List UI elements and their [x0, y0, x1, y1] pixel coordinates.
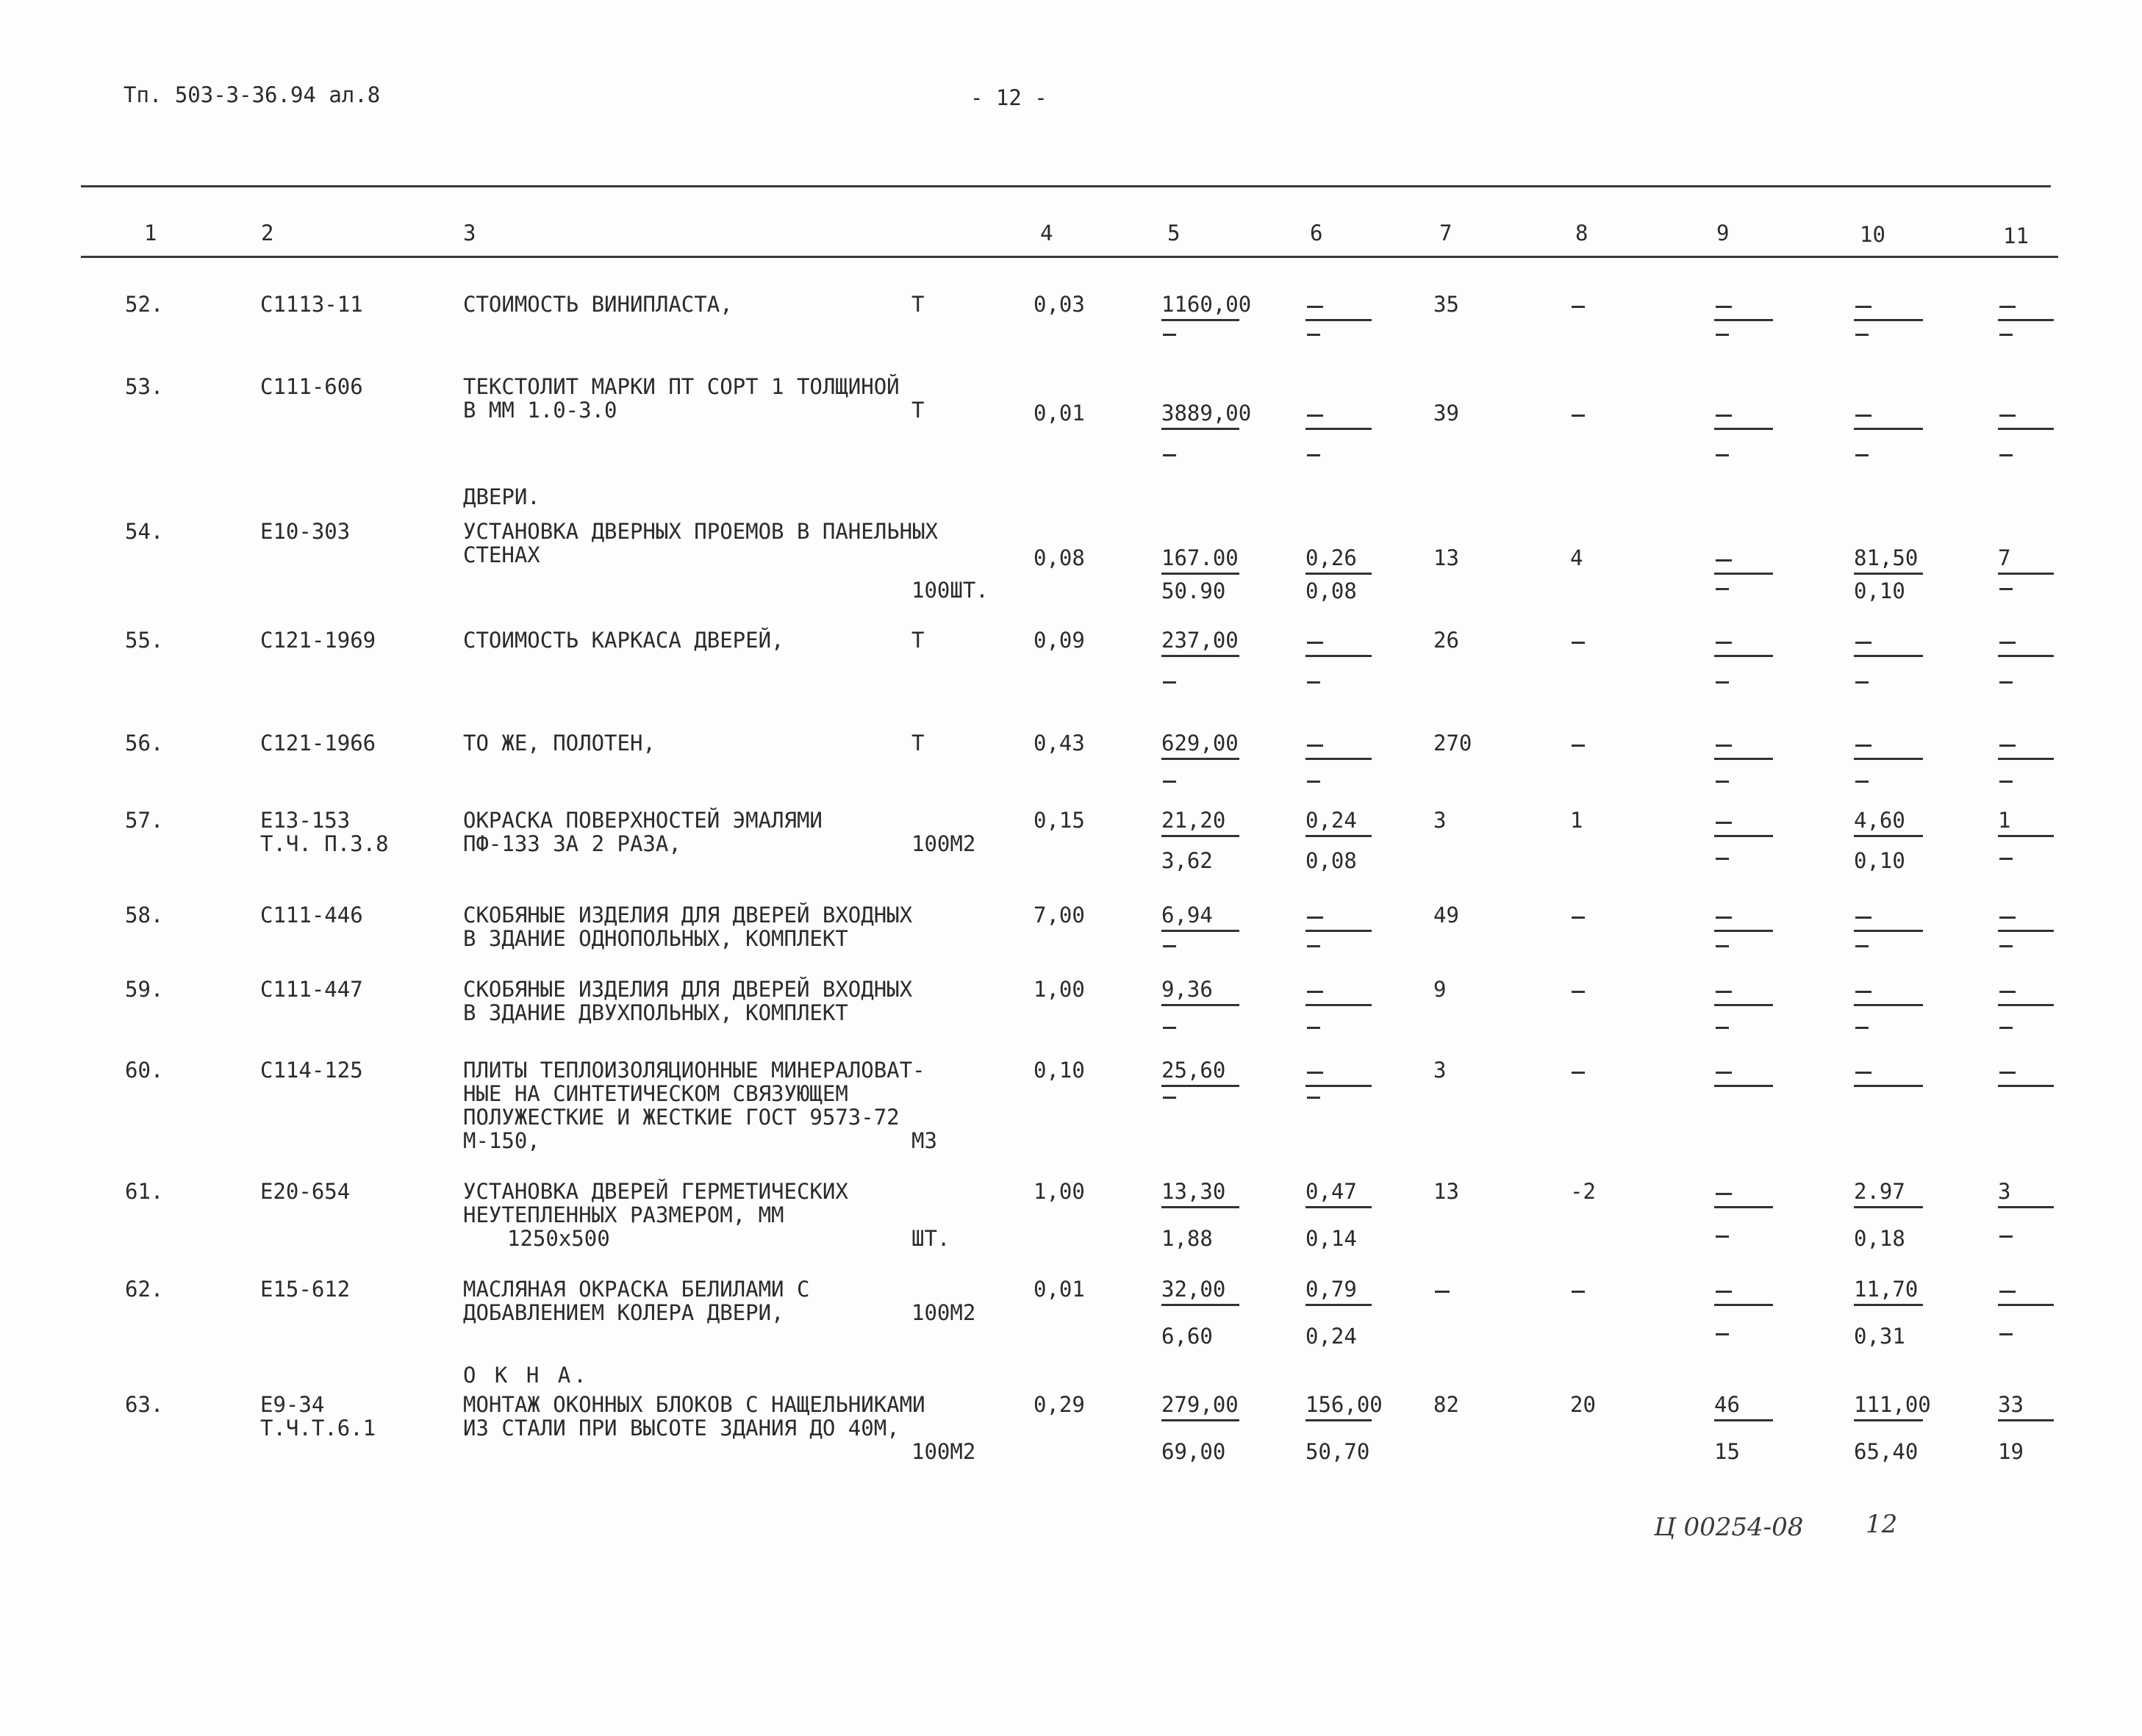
dash-mark — [1855, 991, 1871, 993]
dash-mark — [1999, 1235, 2013, 1238]
dash-mark — [1307, 415, 1323, 417]
dash-mark — [1855, 334, 1869, 336]
row-number: 59. — [125, 977, 164, 1002]
dash-mark — [1716, 1027, 1729, 1029]
dash-mark — [1999, 858, 2013, 860]
row-number: 60. — [125, 1058, 164, 1083]
fraction-bar — [1714, 1085, 1773, 1087]
fraction-bar — [1161, 573, 1239, 575]
fraction-bar — [1854, 1206, 1923, 1208]
dash-mark — [1999, 681, 2013, 684]
fraction-bar — [1854, 319, 1923, 321]
column-header: 8 — [1575, 220, 1588, 245]
dash-mark — [1716, 334, 1729, 336]
dash-mark — [1999, 945, 2013, 947]
dash-mark — [1716, 559, 1732, 562]
cell-value: 167.00 — [1161, 545, 1239, 570]
dash-mark — [1999, 588, 2013, 590]
dash-mark — [1999, 1027, 2013, 1029]
cell-value: 39 — [1433, 401, 1459, 426]
work-description: ИЗ СТАЛИ ПРИ ВЫСОТЕ ЗДАНИЯ ДО 40М, — [463, 1416, 900, 1441]
fraction-bar — [1854, 428, 1923, 430]
cell-value: 270 — [1433, 731, 1472, 756]
cell-value: 65,40 — [1854, 1439, 1919, 1464]
cell-value: 7 — [1998, 545, 2011, 570]
fraction-bar — [1305, 428, 1372, 430]
cell-value: 2.97 — [1854, 1179, 1905, 1204]
dash-mark — [1855, 1027, 1869, 1029]
dash-mark — [1307, 1097, 1320, 1099]
price-code: Т.Ч.Т.6.1 — [260, 1416, 376, 1441]
dash-mark — [1999, 306, 2016, 308]
work-description: УСТАНОВКА ДВЕРЕЙ ГЕРМЕТИЧЕСКИХ — [463, 1179, 848, 1204]
dash-mark — [1999, 745, 2016, 747]
price-code: Е15-612 — [260, 1277, 351, 1302]
dash-mark — [1307, 1027, 1320, 1029]
column-header: 6 — [1310, 220, 1323, 245]
dash-mark — [1716, 822, 1732, 824]
dash-mark — [1999, 1291, 2016, 1293]
dash-mark — [1716, 306, 1732, 308]
fraction-bar — [1714, 930, 1773, 932]
cell-value: 6,60 — [1161, 1324, 1213, 1349]
dash-mark — [1999, 415, 2016, 417]
fraction-bar — [1854, 1304, 1923, 1306]
fraction-bar — [1161, 1419, 1239, 1421]
cell-value: 3889,00 — [1161, 401, 1252, 426]
fraction-bar — [1161, 835, 1239, 837]
cell-value: 33 — [1998, 1392, 2024, 1417]
cell-value: 32,00 — [1161, 1277, 1226, 1302]
work-description: СТЕНАХ — [463, 542, 540, 567]
dash-mark — [1307, 945, 1320, 947]
cell-value: 4 — [1570, 545, 1583, 570]
column-header: 11 — [2003, 223, 2029, 248]
dash-mark — [1999, 454, 2013, 456]
cell-value: 19 — [1998, 1439, 2024, 1464]
dash-mark — [1999, 991, 2016, 993]
dash-mark — [1716, 1235, 1729, 1238]
price-code: Т.Ч. П.3.8 — [260, 831, 389, 856]
cell-value: 0,31 — [1854, 1324, 1905, 1349]
dash-mark — [1307, 991, 1323, 993]
cell-value: 0,18 — [1854, 1226, 1905, 1251]
cell-value: 11,70 — [1854, 1277, 1919, 1302]
dash-mark — [1572, 306, 1585, 308]
cell-value: 3,62 — [1161, 848, 1213, 873]
fraction-bar — [1305, 655, 1372, 657]
cell-value: 15 — [1714, 1439, 1740, 1464]
dash-mark — [1163, 454, 1176, 456]
work-description: 1250х500 — [507, 1226, 610, 1251]
unit-of-measure: 100М2 — [911, 1300, 976, 1325]
dash-mark — [1307, 306, 1323, 308]
fraction-bar — [1854, 573, 1923, 575]
dash-mark — [1855, 781, 1869, 783]
fraction-bar — [1714, 655, 1773, 657]
price-code: Е13-153 — [260, 808, 351, 833]
dash-mark — [1163, 334, 1176, 336]
price-code: С121-1969 — [260, 628, 376, 653]
cell-value: 25,60 — [1161, 1058, 1226, 1083]
column-header: 7 — [1439, 220, 1453, 245]
quantity-value: 0,10 — [1034, 1058, 1085, 1083]
work-description: СТОИМОСТЬ ВИНИПЛАСТА, — [463, 292, 733, 317]
work-description: НЫЕ НА СИНТЕТИЧЕСКОМ СВЯЗУЮЩЕМ — [463, 1081, 848, 1106]
cell-value: 0,26 — [1305, 545, 1357, 570]
row-number: 57. — [125, 808, 164, 833]
fraction-bar — [1161, 930, 1239, 932]
cell-value: 3 — [1433, 808, 1447, 833]
work-description: ДОБАВЛЕНИЕМ КОЛЕРА ДВЕРИ, — [463, 1300, 784, 1325]
dash-mark — [1572, 917, 1585, 919]
cell-value: 13 — [1433, 545, 1459, 570]
dash-mark — [1999, 334, 2013, 336]
dash-mark — [1716, 588, 1729, 590]
dash-mark — [1999, 917, 2016, 919]
dash-mark — [1855, 642, 1871, 644]
work-description: МАСЛЯНАЯ ОКРАСКА БЕЛИЛАМИ С — [463, 1277, 810, 1302]
cell-value: 26 — [1433, 628, 1459, 653]
unit-of-measure: ШТ. — [911, 1226, 950, 1251]
fraction-bar — [1305, 1004, 1372, 1006]
row-number: 55. — [125, 628, 164, 653]
price-code: С111-446 — [260, 903, 363, 928]
price-code: С121-1966 — [260, 731, 376, 756]
price-code: С114-125 — [260, 1058, 363, 1083]
unit-of-measure: 100ШТ. — [911, 578, 989, 603]
cell-value: 0,08 — [1305, 578, 1357, 603]
section-heading-doors: ДВЕРИ. — [463, 484, 540, 509]
quantity-value: 1,00 — [1034, 1179, 1085, 1204]
dash-mark — [1716, 1333, 1729, 1335]
cell-value: 3 — [1433, 1058, 1447, 1083]
dash-mark — [1855, 1072, 1871, 1074]
cell-value: 35 — [1433, 292, 1459, 317]
cell-value: 0,24 — [1305, 1324, 1357, 1349]
quantity-value: 0,01 — [1034, 401, 1085, 426]
dash-mark — [1163, 945, 1176, 947]
dash-mark — [1855, 745, 1871, 747]
fraction-bar — [1161, 1004, 1239, 1006]
cell-value: 81,50 — [1854, 545, 1919, 570]
price-code: С111-447 — [260, 977, 363, 1002]
fraction-bar — [1854, 1085, 1923, 1087]
cell-value: 1160,00 — [1161, 292, 1252, 317]
work-description: ОКРАСКА ПОВЕРХНОСТЕЙ ЭМАЛЯМИ — [463, 808, 823, 833]
dash-mark — [1307, 917, 1323, 919]
cell-value: 0,79 — [1305, 1277, 1357, 1302]
quantity-value: 0,43 — [1034, 731, 1085, 756]
dash-mark — [1716, 945, 1729, 947]
dash-mark — [1435, 1291, 1450, 1293]
cell-value: 237,00 — [1161, 628, 1239, 653]
quantity-value: 0,09 — [1034, 628, 1085, 653]
dash-mark — [1163, 781, 1176, 783]
dash-mark — [1716, 454, 1729, 456]
cell-value: 13 — [1433, 1179, 1459, 1204]
cell-value: 9,36 — [1161, 977, 1213, 1002]
unit-of-measure: 100М2 — [911, 831, 976, 856]
fraction-bar — [1161, 1085, 1239, 1087]
cell-value: 156,00 — [1305, 1392, 1383, 1417]
cell-value: 50.90 — [1161, 578, 1226, 603]
quantity-value: 0,03 — [1034, 292, 1085, 317]
price-code: С111-606 — [260, 374, 363, 399]
quantity-value: 0,15 — [1034, 808, 1085, 833]
fraction-bar — [1714, 319, 1773, 321]
fraction-bar — [1854, 1004, 1923, 1006]
dash-mark — [1716, 415, 1732, 417]
dash-mark — [1855, 454, 1869, 456]
dash-mark — [1307, 1072, 1323, 1074]
cell-value: 50,70 — [1305, 1439, 1370, 1464]
fraction-bar — [1714, 1419, 1773, 1421]
fraction-bar — [1305, 1419, 1372, 1421]
fraction-bar — [1998, 655, 2054, 657]
dash-mark — [1572, 1072, 1585, 1074]
fraction-bar — [1305, 1206, 1372, 1208]
fraction-bar — [1998, 835, 2054, 837]
row-number: 62. — [125, 1277, 164, 1302]
fraction-bar — [1854, 835, 1923, 837]
dash-mark — [1572, 745, 1585, 747]
cell-value: 0,47 — [1305, 1179, 1357, 1204]
dash-mark — [1716, 858, 1729, 860]
dash-mark — [1716, 1072, 1732, 1074]
fraction-bar — [1305, 319, 1372, 321]
fraction-bar — [1998, 930, 2054, 932]
fraction-bar — [1998, 1085, 2054, 1087]
dash-mark — [1307, 781, 1320, 783]
quantity-value: 7,00 — [1034, 903, 1085, 928]
handwritten-page-number: 12 — [1866, 1510, 1898, 1539]
dash-mark — [1855, 917, 1871, 919]
work-description: В ММ 1.0-3.0 — [463, 398, 617, 423]
quantity-value: 0,29 — [1034, 1392, 1085, 1417]
work-description: М-150, — [463, 1128, 540, 1153]
dash-mark — [1572, 415, 1585, 417]
table-header-rule — [81, 256, 2058, 258]
work-description: В ЗДАНИЕ ДВУХПОЛЬНЫХ, КОМПЛЕКТ — [463, 1000, 848, 1025]
dash-mark — [1163, 1097, 1176, 1099]
dash-mark — [1716, 1291, 1732, 1293]
dash-mark — [1572, 1291, 1585, 1293]
fraction-bar — [1161, 428, 1239, 430]
fraction-bar — [1854, 930, 1923, 932]
dash-mark — [1855, 945, 1869, 947]
fraction-bar — [1305, 758, 1372, 760]
column-header: 5 — [1167, 220, 1181, 245]
cell-value: 9 — [1433, 977, 1447, 1002]
cell-value: 0,08 — [1305, 848, 1357, 873]
work-description: ПФ-133 ЗА 2 РАЗА, — [463, 831, 681, 856]
fraction-bar — [1998, 1419, 2054, 1421]
work-description: ПОЛУЖЕСТКИЕ И ЖЕСТКИЕ ГОСТ 9573-72 — [463, 1105, 900, 1130]
fraction-bar — [1161, 1206, 1239, 1208]
cell-value: 4,60 — [1854, 808, 1905, 833]
fraction-bar — [1161, 1304, 1239, 1306]
row-number: 54. — [125, 519, 164, 544]
cell-value: 629,00 — [1161, 731, 1239, 756]
work-description: ТО ЖЕ, ПОЛОТЕН, — [463, 731, 656, 756]
fraction-bar — [1854, 1419, 1923, 1421]
dash-mark — [1307, 642, 1323, 644]
cell-value: 111,00 — [1854, 1392, 1931, 1417]
cell-value: -2 — [1570, 1179, 1596, 1204]
cell-value: 0,14 — [1305, 1226, 1357, 1251]
cell-value: 3 — [1998, 1179, 2011, 1204]
price-code: Е20-654 — [260, 1179, 351, 1204]
unit-of-measure: Т — [911, 398, 925, 423]
cell-value: 46 — [1714, 1392, 1740, 1417]
fraction-bar — [1714, 835, 1773, 837]
column-header: 1 — [144, 220, 157, 245]
fraction-bar — [1998, 1206, 2054, 1208]
unit-of-measure: Т — [911, 731, 925, 756]
document-reference: Тп. 503-3-36.94 ал.8 — [123, 82, 381, 107]
fraction-bar — [1714, 573, 1773, 575]
work-description: МОНТАЖ ОКОННЫХ БЛОКОВ С НАЩЕЛЬНИКАМИ — [463, 1392, 925, 1417]
row-number: 58. — [125, 903, 164, 928]
dash-mark — [1716, 991, 1732, 993]
dash-mark — [1999, 642, 2016, 644]
dash-mark — [1307, 745, 1323, 747]
unit-of-measure: Т — [911, 628, 925, 653]
column-header: 9 — [1716, 220, 1730, 245]
dash-mark — [1716, 1193, 1732, 1195]
fraction-bar — [1714, 1004, 1773, 1006]
work-description: УСТАНОВКА ДВЕРНЫХ ПРОЕМОВ В ПАНЕЛЬНЫХ — [463, 519, 939, 544]
quantity-value: 1,00 — [1034, 977, 1085, 1002]
table-top-rule — [81, 185, 2051, 187]
fraction-bar — [1998, 758, 2054, 760]
dash-mark — [1307, 681, 1320, 684]
row-number: 53. — [125, 374, 164, 399]
row-number: 56. — [125, 731, 164, 756]
fraction-bar — [1305, 835, 1372, 837]
dash-mark — [1307, 334, 1320, 336]
fraction-bar — [1998, 573, 2054, 575]
handwritten-inventory-number: Ц 00254-08 — [1654, 1513, 1804, 1542]
dash-mark — [1716, 681, 1729, 684]
section-heading-windows: О К Н А. — [463, 1363, 590, 1388]
cell-value: 1,88 — [1161, 1226, 1213, 1251]
dash-mark — [1999, 1333, 2013, 1335]
fraction-bar — [1854, 655, 1923, 657]
row-number: 63. — [125, 1392, 164, 1417]
dash-mark — [1716, 642, 1732, 644]
cell-value: 49 — [1433, 903, 1459, 928]
fraction-bar — [1998, 319, 2054, 321]
fraction-bar — [1305, 1085, 1372, 1087]
cell-value: 279,00 — [1161, 1392, 1239, 1417]
fraction-bar — [1161, 758, 1239, 760]
work-description: СКОБЯНЫЕ ИЗДЕЛИЯ ДЛЯ ДВЕРЕЙ ВХОДНЫХ — [463, 903, 913, 928]
dash-mark — [1716, 745, 1732, 747]
work-description: ТЕКСТОЛИТ МАРКИ ПТ СОРТ 1 ТОЛЩИНОЙ — [463, 374, 900, 399]
dash-mark — [1855, 415, 1871, 417]
fraction-bar — [1998, 1304, 2054, 1306]
dash-mark — [1716, 917, 1732, 919]
unit-of-measure: Т — [911, 292, 925, 317]
column-header: 4 — [1040, 220, 1053, 245]
fraction-bar — [1714, 428, 1773, 430]
column-header: 2 — [261, 220, 274, 245]
work-description: В ЗДАНИЕ ОДНОПОЛЬНЫХ, КОМПЛЕКТ — [463, 926, 848, 951]
dash-mark — [1855, 681, 1869, 684]
cell-value: 21,20 — [1161, 808, 1226, 833]
cell-value: 0,10 — [1854, 848, 1905, 873]
cell-value: 1 — [1998, 808, 2011, 833]
page-number: - 12 - — [970, 85, 1047, 110]
fraction-bar — [1161, 655, 1239, 657]
dash-mark — [1572, 642, 1585, 644]
fraction-bar — [1305, 930, 1372, 932]
work-description: НЕУТЕПЛЕННЫХ РАЗМЕРОМ, ММ — [463, 1202, 784, 1227]
cell-value: 20 — [1570, 1392, 1596, 1417]
fraction-bar — [1305, 573, 1372, 575]
column-header: 3 — [463, 220, 476, 245]
dash-mark — [1716, 781, 1729, 783]
fraction-bar — [1161, 319, 1239, 321]
price-code: Е9-34 — [260, 1392, 325, 1417]
cell-value: 13,30 — [1161, 1179, 1226, 1204]
dash-mark — [1855, 306, 1871, 308]
cell-value: 6,94 — [1161, 903, 1213, 928]
fraction-bar — [1714, 1206, 1773, 1208]
dash-mark — [1572, 991, 1585, 993]
cell-value: 82 — [1433, 1392, 1459, 1417]
dash-mark — [1163, 681, 1176, 684]
fraction-bar — [1854, 758, 1923, 760]
column-header: 10 — [1860, 222, 1885, 247]
dash-mark — [1307, 454, 1320, 456]
work-description: СКОБЯНЫЕ ИЗДЕЛИЯ ДЛЯ ДВЕРЕЙ ВХОДНЫХ — [463, 977, 913, 1002]
unit-of-measure: 100М2 — [911, 1439, 976, 1464]
work-description: СТОИМОСТЬ КАРКАСА ДВЕРЕЙ, — [463, 628, 784, 653]
quantity-value: 0,01 — [1034, 1277, 1085, 1302]
quantity-value: 0,08 — [1034, 545, 1085, 570]
cell-value: 69,00 — [1161, 1439, 1226, 1464]
row-number: 61. — [125, 1179, 164, 1204]
price-code: С111З-11 — [260, 292, 363, 317]
fraction-bar — [1714, 1304, 1773, 1306]
dash-mark — [1163, 1027, 1176, 1029]
fraction-bar — [1998, 428, 2054, 430]
fraction-bar — [1714, 758, 1773, 760]
work-description: ПЛИТЫ ТЕПЛОИЗОЛЯЦИОННЫЕ МИНЕРАЛОВАТ- — [463, 1058, 925, 1083]
price-code: Е10-303 — [260, 519, 351, 544]
cell-value: 0,10 — [1854, 578, 1905, 603]
fraction-bar — [1998, 1004, 2054, 1006]
dash-mark — [1999, 1072, 2016, 1074]
row-number: 52. — [125, 292, 164, 317]
cell-value: 0,24 — [1305, 808, 1357, 833]
fraction-bar — [1305, 1304, 1372, 1306]
unit-of-measure: М3 — [911, 1128, 937, 1153]
cell-value: 1 — [1570, 808, 1583, 833]
dash-mark — [1999, 781, 2013, 783]
